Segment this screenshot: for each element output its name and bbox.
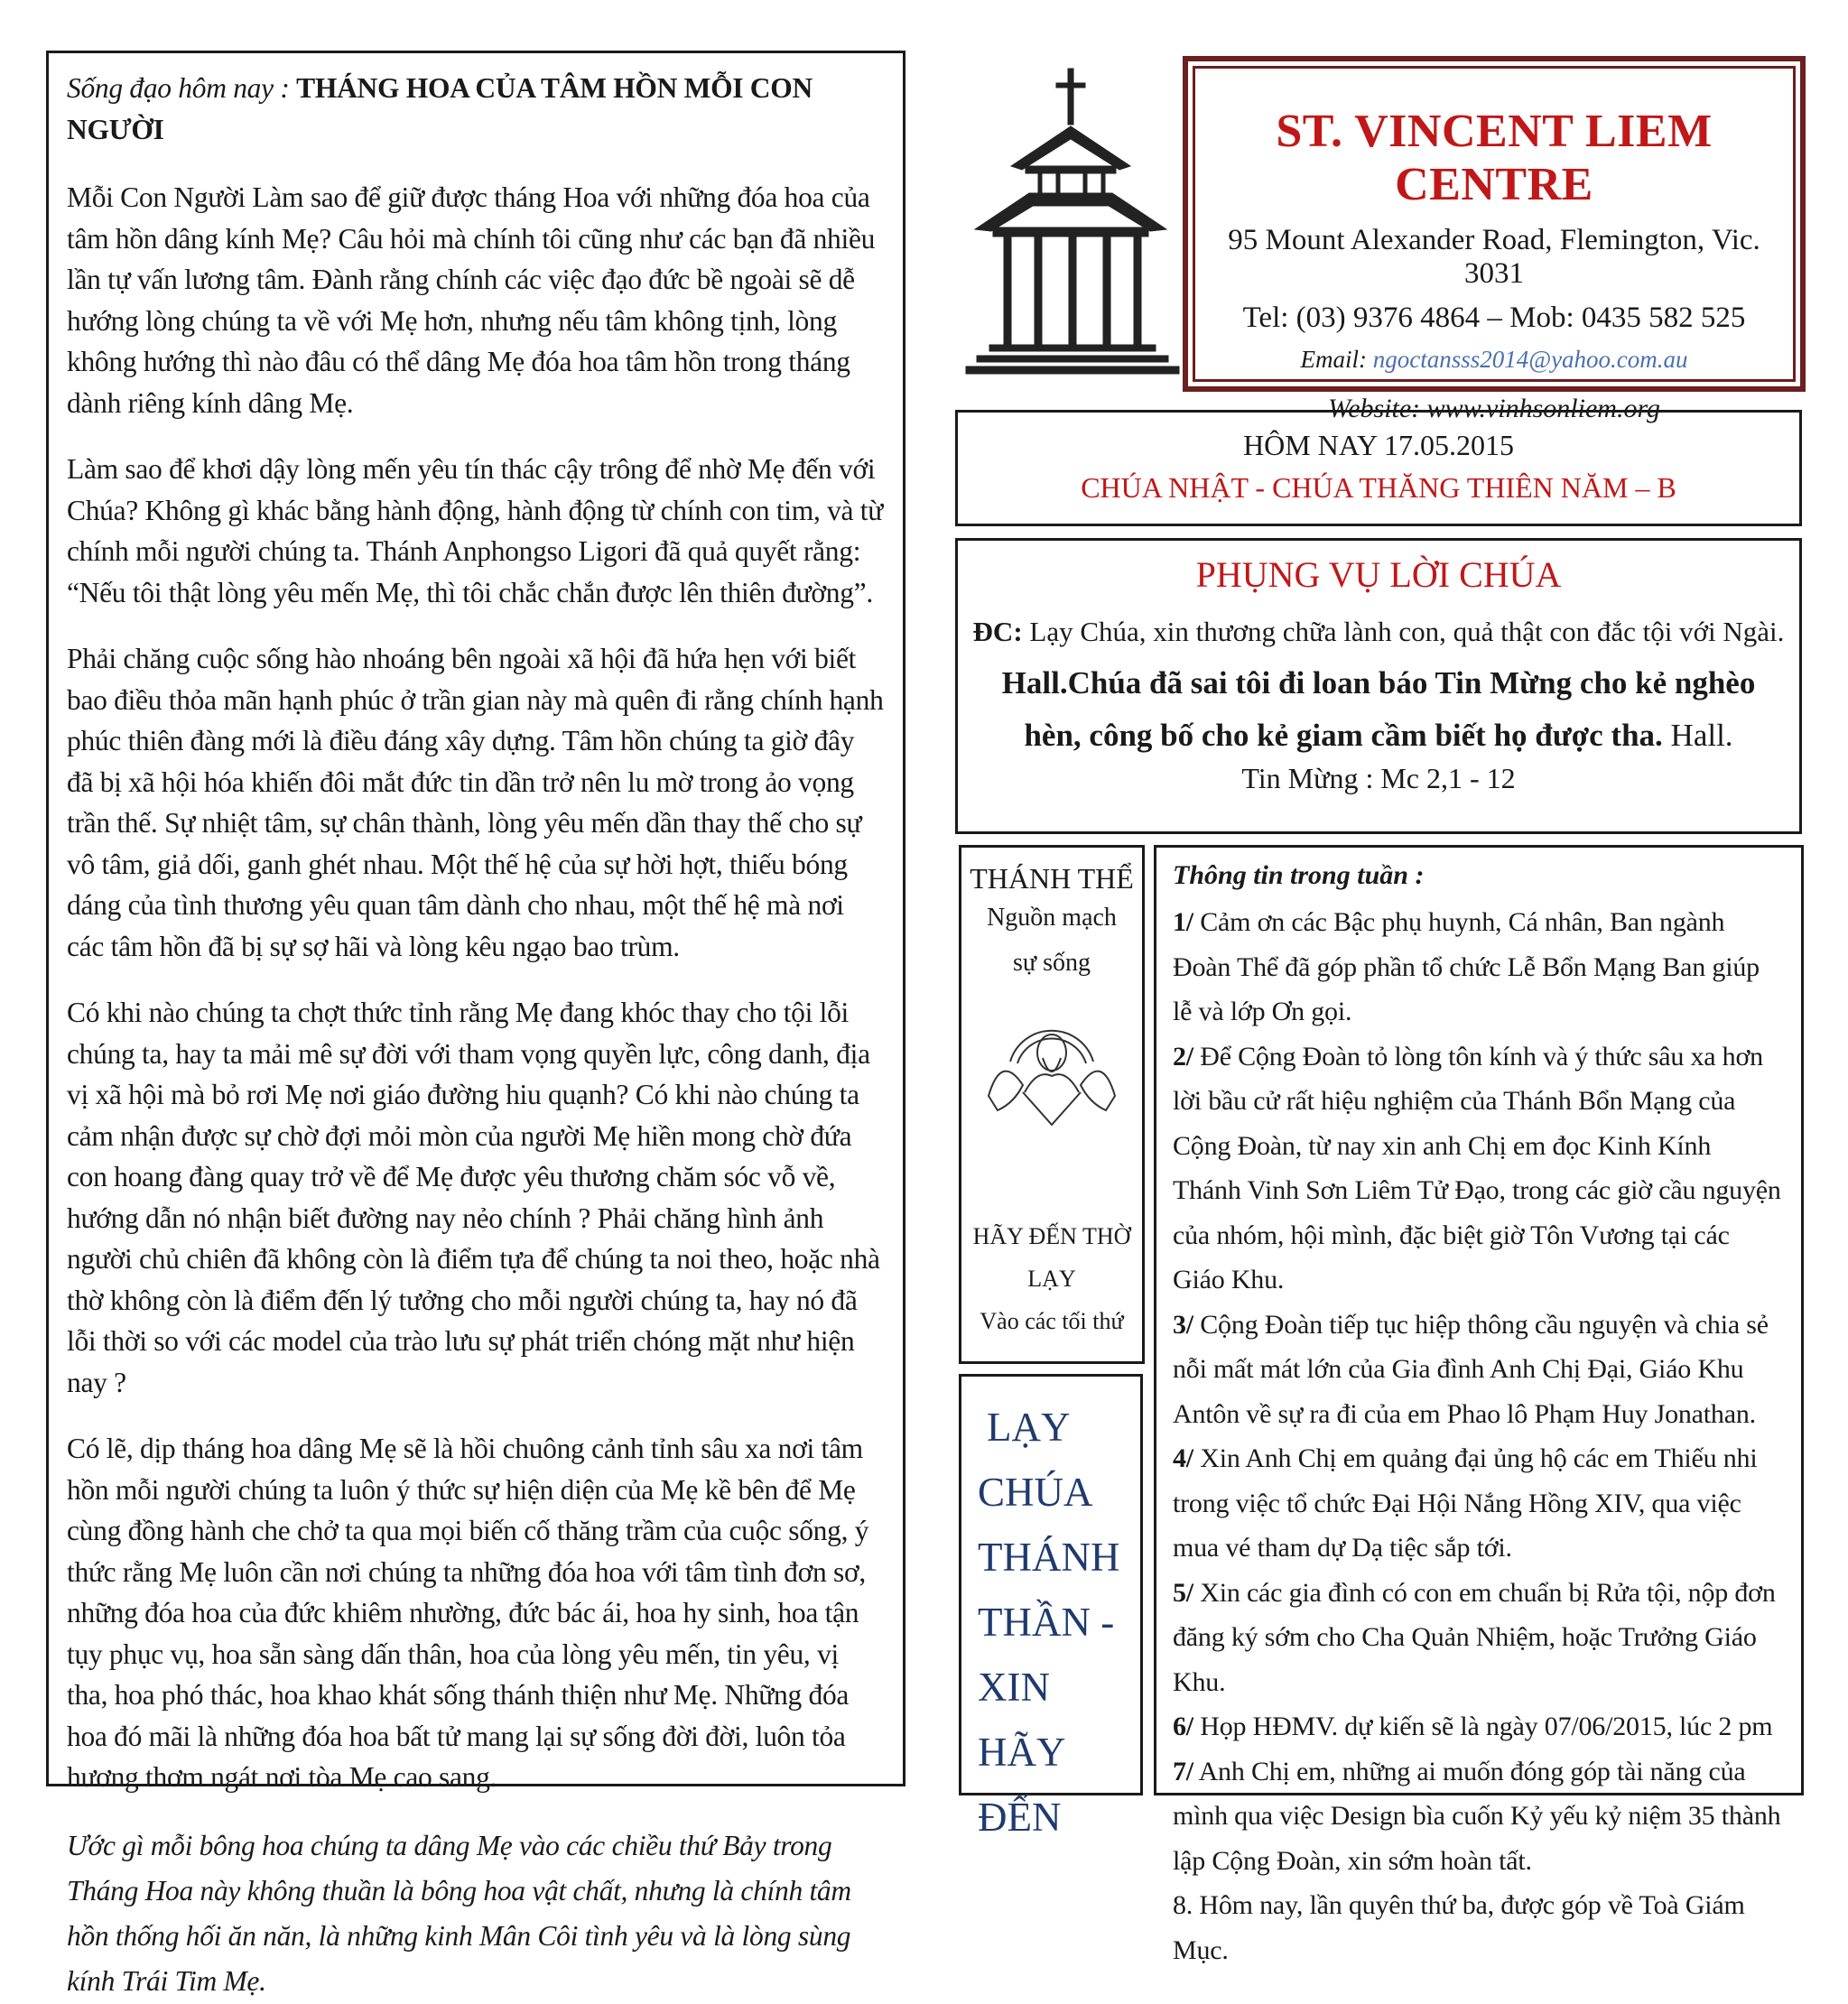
announcement-item bbox=[1173, 1749, 1785, 1884]
christ-host-icon bbox=[970, 998, 1133, 1134]
announcement-text: Cộng Đoàn tiếp tục hiệp thông cầu nguyện và chia sẻ nỗi mất mát lớn của Gia đình Anh Chị Đại, Giáo Khu Antôn về sự ra đi của em Phao lô Phạm Huy Jonathan. bbox=[1173, 1309, 1769, 1429]
announcement-text: Họp HĐMV. dự kiến sẽ là ngày 07/06/2015, lúc 2 pm bbox=[1193, 1712, 1773, 1741]
eucharist-box bbox=[959, 845, 1145, 1364]
eucharist-subtitle-1: Nguồn mạch bbox=[987, 904, 1117, 932]
prayer-line: XIN HÃY bbox=[978, 1665, 1066, 1775]
announcement-item bbox=[1173, 900, 1785, 1034]
email-label: Email: bbox=[1300, 346, 1367, 373]
announcement-item bbox=[1173, 1571, 1785, 1705]
alleluia-verse bbox=[958, 657, 1799, 762]
centre-address: 95 Mount Alexander Road, Flemington, Vic. 3031 bbox=[1228, 224, 1760, 290]
article-heading bbox=[67, 68, 885, 150]
alleluia-text: Hall.Chúa đã sai tôi đi loan báo Tin Mừng cho kẻ nghèo hèn, công bố cho kẻ giam cầm biết họ được tha. bbox=[1001, 665, 1756, 753]
announcement-item bbox=[1173, 1883, 1785, 1972]
gospel-reference: Tin Mừng : Mc 2,1 - 12 bbox=[1241, 762, 1516, 794]
prayer-line: CHÚA bbox=[978, 1470, 1093, 1515]
prayer-line: THÁNH bbox=[978, 1535, 1120, 1580]
announcement-number: 7/ bbox=[1173, 1756, 1193, 1786]
announcement-item bbox=[1173, 1436, 1785, 1571]
centre-title: ST. VINCENT LIEM CENTRE bbox=[1276, 106, 1713, 210]
adore-line-2: LẠY bbox=[1027, 1266, 1076, 1292]
today-date: HÔM NAY 17.05.2015 bbox=[1243, 429, 1514, 461]
announcements-box bbox=[1154, 845, 1804, 1965]
eucharist-subtitle-2: sự sống bbox=[1013, 949, 1091, 977]
article-paragraph: Phải chăng cuộc sống hào nhoáng bên ngoài xã hội đã hứa hẹn với biết bao điều thỏa mãn hạnh phúc ở trần gian này mà quên đi rằng chính hạnh phúc thiên đàng mới là điều đáng xây dựng. Tâm hồn chúng ta giờ đây đã bị xã hội hóa khiến đôi mắt đức tin dần trở nên lu mờ trong ảo vọng trần thế. Sự nhiệt tâm, sự chân thành, lòng yêu mến dần thay thế cho sự vô tâm, giả dối, ganh ghét nhau. Một thế hệ của sự hời hợt, thiếu bóng dáng của tình thương yêu quan tâm dành cho nhau, một thế hệ mà nơi các tâm hồn đã bị sự sợ hãi và lòng kêu ngạo bao trùm. bbox=[67, 643, 884, 962]
announcement-number: 4/ bbox=[1173, 1443, 1193, 1473]
announcement-number: 3/ bbox=[1173, 1309, 1193, 1340]
prayer-line: LẠY bbox=[987, 1405, 1071, 1450]
adore-line-1: HÃY ĐẾN THỜ bbox=[972, 1223, 1131, 1249]
announcement-item bbox=[1173, 1034, 1785, 1303]
psalm-label: ĐC: bbox=[972, 616, 1023, 647]
adore-line-3: Vào các tối thứ bbox=[980, 1308, 1124, 1334]
holy-spirit-box bbox=[959, 1374, 1143, 1840]
article-paragraph: Mỗi Con Người Làm sao để giữ được tháng Hoa với những đóa hoa của tâm hồn dâng kính Mẹ? Câu hỏi mà chính tôi cũng như các bạn đã nhiều lần tự vấn lương tâm. Đành rằng chính các việc đạo đức bề ngoài sẽ dễ hướng lòng chúng ta về với Mẹ hơn, nhưng nếu tâm không tịnh, lòng không hướng thì nào đâu có thể dâng Mẹ đóa hoa tâm hồn trong tháng dành riêng kính dâng Mẹ. bbox=[67, 181, 876, 419]
announcements-title: Thông tin trong tuần : bbox=[1173, 860, 1425, 890]
article-box bbox=[46, 51, 905, 1997]
centre-header-card bbox=[1183, 56, 1806, 423]
article-paragraph: Có khi nào chúng ta chợt thức tỉnh rằng Mẹ đang khóc thay cho tội lỗi chúng ta, hay ta mải mê sự đời với tham vọng quyền lực, công danh, địa vị xã hội mà bỏ rơi Mẹ nơi giáo đường hiu quạnh? Có khi nào chúng ta cảm nhận được sự chờ đợi mỏi mòn của người Mẹ hiền mong chờ đứa con hoang đàng quay trở về để Mẹ được yêu thương chăm sóc vỗ về, hướng dẫn nó nhận biết đường nay nẻo chính ? Phải chăng hình ảnh người chủ chiên đã không còn là điểm tựa để chúng ta noi theo, hoặc nhà thờ không còn là điểm đến lý tưởng cho mỗi người chúng ta, hay nó đã lỗi thời so với các model của trào lưu sự phát triển chóng mặt như hiện nay ? bbox=[67, 997, 880, 1398]
announcement-item bbox=[1173, 1303, 1785, 1437]
announcement-number: 2/ bbox=[1173, 1041, 1193, 1072]
article-heading-label: Sống đạo hôm nay : bbox=[67, 72, 290, 104]
alleluia-end: Hall. bbox=[1662, 718, 1733, 753]
pagoda-cross-icon bbox=[957, 58, 1186, 386]
prayer-line: THẦN - bbox=[978, 1600, 1115, 1645]
article-heading-title: THÁNG HOA CỦA TÂM HỒN MỖI CON NGƯỜI bbox=[67, 72, 813, 145]
liturgy-box bbox=[955, 538, 1802, 834]
announcement-text: Cảm ơn các Bậc phụ huynh, Cá nhân, Ban ngành Đoàn Thể đã góp phần tổ chức Lễ Bổn Mạng Ban giúp lễ và lớp Ơn gọi. bbox=[1173, 907, 1760, 1026]
holy-spirit-prayer bbox=[978, 1395, 1140, 1850]
announcement-text: Xin các gia đình có con em chuẩn bị Rửa tội, nộp đơn đăng ký sớm cho Cha Quản Nhiệm, hoặc Trưởng Giáo Khu. bbox=[1173, 1577, 1776, 1697]
date-box bbox=[955, 410, 1802, 526]
responsorial-psalm bbox=[958, 616, 1799, 648]
centre-email-row bbox=[1195, 346, 1793, 374]
liturgical-sunday: CHÚA NHẬT - CHÚA THĂNG THIÊN NĂM – B bbox=[1081, 471, 1676, 504]
announcement-number: 5/ bbox=[1173, 1577, 1193, 1608]
email-link[interactable]: ngoctansss2014@yahoo.com.au bbox=[1372, 346, 1688, 373]
eucharist-title: THÁNH THỂ bbox=[970, 862, 1134, 895]
centre-phone: Tel: (03) 9376 4864 – Mob: 0435 582 525 bbox=[1242, 302, 1746, 334]
prayer-line: ĐẾN bbox=[978, 1795, 1062, 1840]
adoration-invite bbox=[961, 1215, 1142, 1342]
announcement-number: 6/ bbox=[1173, 1712, 1193, 1741]
announcement-text: Xin Anh Chị em quảng đại ủng hộ các em Thiếu nhi trong việc tổ chức Đại Hội Nắng Hồng XIV, qua việc mua vé tham dự Dạ tiệc sắp tới. bbox=[1173, 1443, 1758, 1563]
announcement-text: Để Cộng Đoàn tỏ lòng tôn kính và ý thức sâu xa hơn lời bầu cử rất hiệu nghiệm của Thánh Bổn Mạng của Cộng Đoàn, từ nay xin anh Chị em đọc Kinh Kính Thánh Vinh Sơn Liêm Tử Đạo, trong các giờ cầu nguyện của nhóm, hội mình, đặc biệt giờ Tôn Vương tại các Giáo Khu. bbox=[1173, 1041, 1781, 1294]
liturgy-title: PHỤNG VỤ LỜI CHÚA bbox=[1195, 554, 1562, 595]
article-closing: Ước gì mỗi bông hoa chúng ta dâng Mẹ vào các chiều thứ Bảy trong Tháng Hoa này không thuần là bông hoa vật chất, nhưng là chính tâm hồn thống hối ăn năn, là những kinh Mân Côi tình yêu và là lòng sùng kính Trái Tim Mẹ. bbox=[67, 1829, 851, 1997]
article-paragraph: Có lẽ, dịp tháng hoa dâng Mẹ sẽ là hồi chuông cảnh tỉnh sâu xa nơi tâm hồn mỗi người chúng ta luôn ý thức sự hiện diện của Mẹ kề bên để Mẹ cùng đồng hành che chở ta qua mọi biến cố thăng trầm của cuộc sống, ý thức rằng Mẹ luôn cần nơi chúng ta những đóa hoa với tâm tình đơn sơ, những đóa hoa của đức khiêm nhường, đức bác ái, hoa hy sinh, hoa tận tụy phục vụ, hoa sẵn sàng dấn thân, hoa của lòng yêu mến, tin yêu, vị tha, hoa phó thác, hoa khao khát sống thánh thiện như Mẹ. Những đóa hoa đó mãi là những đóa hoa bất tử mang lại sự sống đời đời, luôn tỏa hương thơm ngát nơi tòa Mẹ cao sang. bbox=[67, 1433, 869, 1793]
announcement-text: Anh Chị em, những ai muốn đóng góp tài năng của mình qua việc Design bìa cuốn Kỷ yếu kỷ niệm 35 thành lập Cộng Đoàn, xin sớm hoàn tất. bbox=[1173, 1756, 1781, 1876]
church-logo bbox=[957, 58, 1186, 386]
announcement-number: 1/ bbox=[1173, 907, 1193, 937]
psalm-text: Lạy Chúa, xin thương chữa lành con, quả thật con đắc tội với Ngài. bbox=[1022, 616, 1785, 647]
centre-website[interactable]: Website: www.vinhsonliem.org bbox=[1327, 394, 1661, 423]
announcement-item bbox=[1173, 1704, 1785, 1749]
centre-header-inner bbox=[1193, 66, 1796, 423]
article-paragraph: Làm sao để khơi dậy lòng mến yêu tín thác cậy trông để nhờ Mẹ đến với Chúa? Không gì khác bằng hành động, hành động từ chính con tim, và từ chính mỗi người chúng ta. Thánh Anphongso Ligori đã quả quyết rằng: “Nếu tôi thật lòng yêu mến Mẹ, thì tôi chắc chắn được lên thiên đường”. bbox=[67, 453, 884, 608]
announcement-text: 8. Hôm nay, lần quyên thứ ba, được góp về Toà Giám Mục. bbox=[1173, 1890, 1745, 1965]
